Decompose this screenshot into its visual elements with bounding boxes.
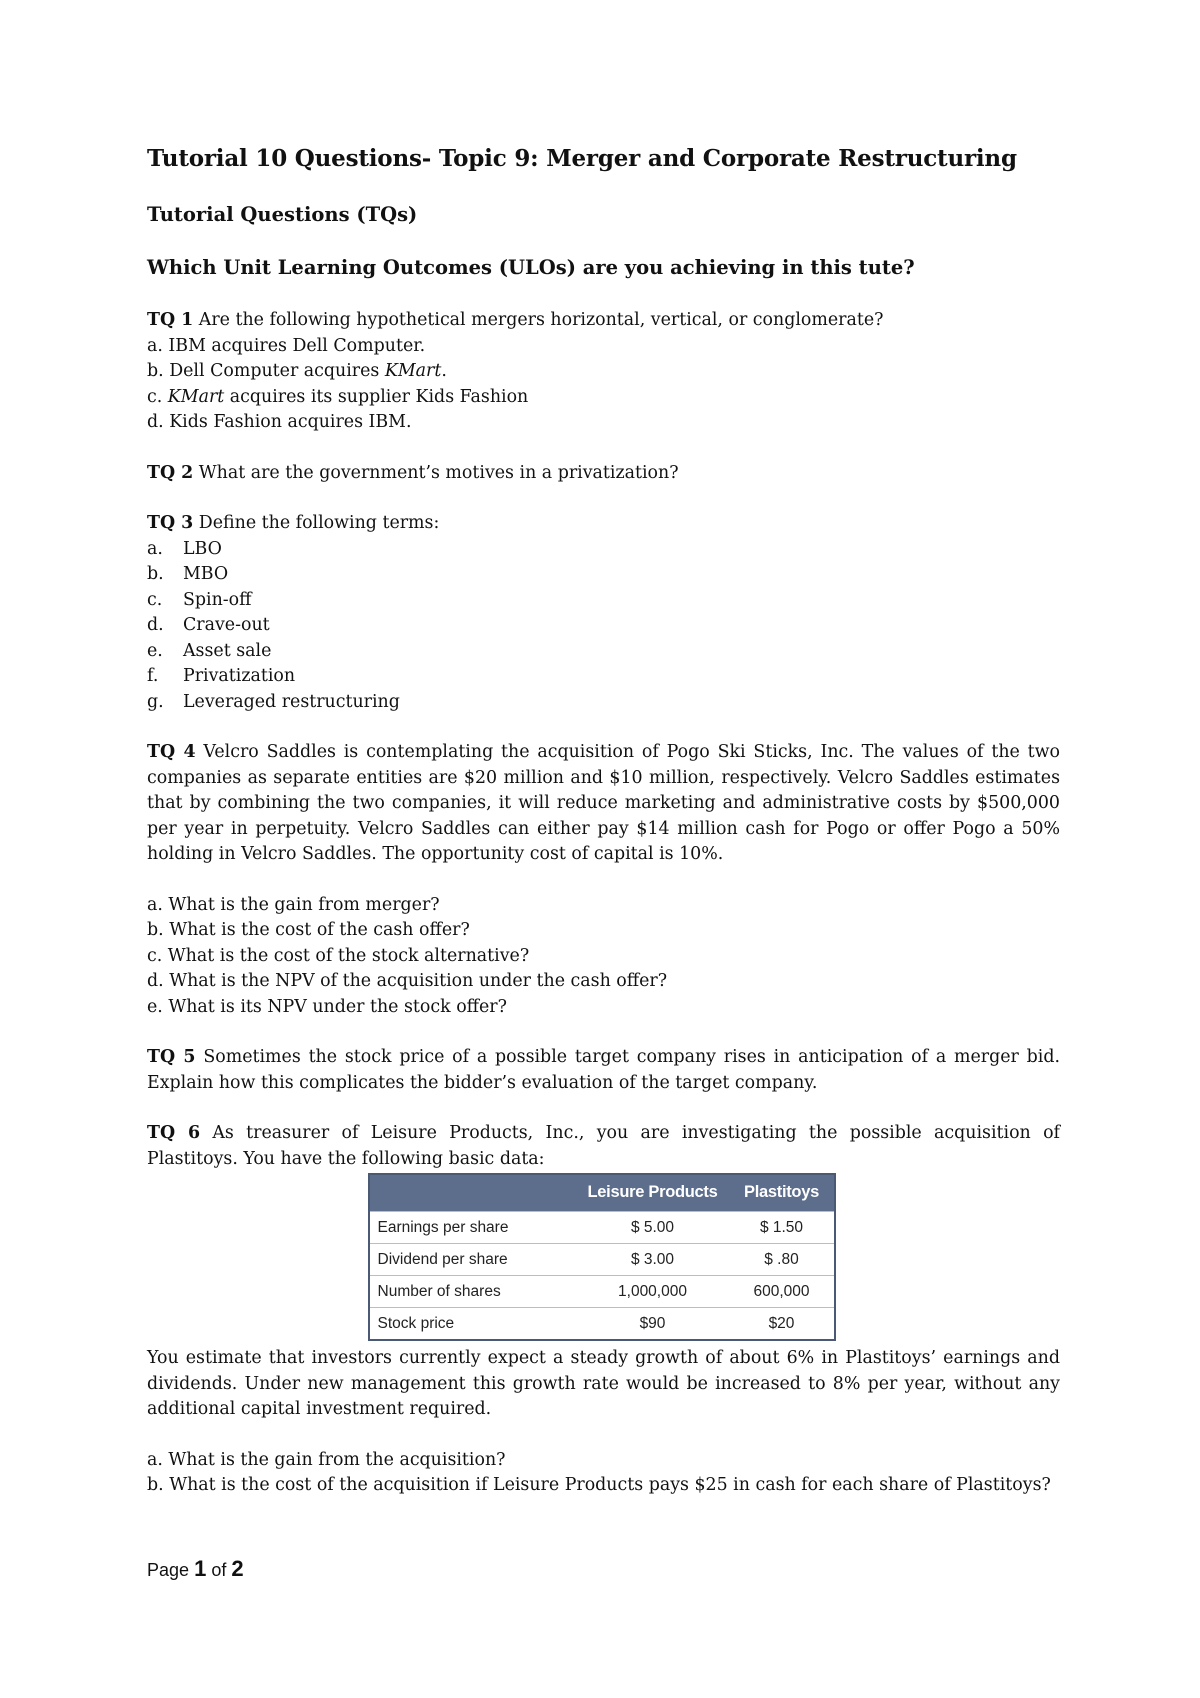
table-cell: Number of shares [369, 1276, 568, 1308]
tq4-question: c. What is the cost of the stock alternative? [147, 945, 530, 966]
tq3-term-text: MBO [183, 564, 229, 584]
table-header-row [369, 1174, 835, 1212]
tq3-term-letter: g. [147, 691, 164, 712]
tq3-term [147, 588, 1060, 614]
tq3-term-text: Privatization [183, 666, 296, 686]
tq4-question: d. What is the NPV of the acquisition under the cash offer? [147, 971, 668, 991]
tq3-term-text: Leveraged restructuring [183, 691, 400, 712]
tq3-term [147, 639, 1060, 665]
tq3-label: TQ 3 [147, 513, 194, 533]
tq3-term [147, 690, 1060, 716]
tq3-term [147, 537, 1060, 563]
tq5-text: Sometimes the stock price of a possible target company rises in anticipation of a merger bid. Explain how this complicates the bidder’s evaluation of the target company. [147, 1047, 1060, 1093]
tq3-term-text: Asset sale [183, 640, 272, 661]
tq2-block [147, 461, 1060, 487]
tq3-term-letter: c. [147, 589, 163, 610]
tq3-term-text: LBO [183, 538, 222, 559]
tq3-term-text: Spin-off [183, 589, 252, 610]
tq6-table-wrap [147, 1173, 1060, 1341]
tq4-question: a. What is the gain from merger? [147, 894, 440, 915]
tq1-item-b [147, 359, 1060, 385]
tq1-item-c-text: acquires its supplier Kids Fashion [224, 386, 529, 407]
tq1-item-b-end: . [441, 361, 447, 381]
page-content [147, 144, 1060, 1499]
tq6-after-text: You estimate that investors currently expect a steady growth of about 6% in Plastitoys’ earnings and dividends. Under new management this growth rate would be increased to 8% per year, without any additional capital investment required. [147, 1348, 1060, 1419]
table-cell: Earnings per share [369, 1212, 568, 1244]
tq5-prompt [147, 1045, 1060, 1096]
tq1-text: Are the following hypothetical mergers horizontal, vertical, or conglomerate? [193, 310, 884, 330]
table-header-cell [369, 1174, 568, 1212]
tq4-question: b. What is the cost of the cash offer? [147, 920, 470, 940]
tq4-prompt [147, 740, 1060, 868]
page-title: Tutorial 10 Questions- Topic 9: Merger and Corporate Restructuring [147, 145, 1017, 172]
table-row [369, 1308, 835, 1341]
footer-page-total: 2 [231, 1556, 244, 1581]
tq1-item-b-text: b. Dell Computer acquires [147, 361, 385, 381]
table-cell: $ 1.50 [738, 1212, 835, 1244]
tq1-label: TQ 1 [147, 310, 194, 330]
tq3-term-letter: e. [147, 640, 163, 661]
page-footer [147, 1556, 244, 1582]
tq1-block [147, 308, 1060, 436]
table-row [369, 1212, 835, 1244]
tq6-question: a. What is the gain from the acquisition? [147, 1449, 506, 1470]
table-cell: Dividend per share [369, 1244, 568, 1276]
tq2-text: What are the government’s motives in a privatization? [193, 462, 679, 483]
tq1-item-c-kmart: KMart [167, 386, 225, 407]
tq1-prompt [147, 308, 1060, 334]
section-subtitle: Tutorial Questions (TQs) [147, 203, 418, 226]
tq3-term-text: Crave-out [183, 615, 270, 635]
tq5-label: TQ 5 [147, 1047, 196, 1067]
tq3-term [147, 613, 1060, 639]
tq2-label: TQ 2 [147, 462, 194, 483]
table-cell: $20 [738, 1308, 835, 1341]
table-row [369, 1276, 835, 1308]
tq3-prompt [147, 511, 1060, 537]
footer-of-word: of [211, 1560, 227, 1580]
tq3-term-letter: a. [147, 538, 163, 559]
tq3-term-letter: d. [147, 615, 164, 635]
table-cell: 1,000,000 [568, 1276, 738, 1308]
table-cell: Stock price [369, 1308, 568, 1341]
table-header-cell: Leisure Products [568, 1174, 738, 1212]
tq1-item-b-kmart: KMart [384, 361, 442, 381]
tq1-item-c [147, 385, 1060, 411]
table-header-cell: Plastitoys [738, 1174, 835, 1212]
tq6-text: As treasurer of Leisure Products, Inc., you are investigating the possible acquisition of Plastitoys. You have the following basic data: [147, 1123, 1060, 1169]
table-cell: $ 5.00 [568, 1212, 738, 1244]
table-cell: $ 3.00 [568, 1244, 738, 1276]
tq3-block [147, 511, 1060, 715]
tq3-term [147, 664, 1060, 690]
table-cell: $ .80 [738, 1244, 835, 1276]
tq6-data-table [368, 1173, 836, 1341]
table-cell: $90 [568, 1308, 738, 1341]
tq2-prompt [147, 461, 1060, 487]
tq6-label: TQ 6 [147, 1123, 201, 1143]
tq4-label: TQ 4 [147, 742, 196, 762]
tq6-prompt [147, 1121, 1060, 1172]
tq6-question: b. What is the cost of the acquisition if Leisure Products pays $25 in cash for each share of Plastitoys? [147, 1475, 1051, 1495]
footer-page-number: 1 [194, 1556, 207, 1581]
tq4-questions [147, 893, 1060, 1021]
tq4-question: e. What is its NPV under the stock offer? [147, 996, 507, 1017]
tq3-term-letter: b. [147, 564, 164, 584]
tq4-text: Velcro Saddles is contemplating the acquisition of Pogo Ski Sticks, Inc. The values of the two companies as separate entities are $20 million and $10 million, respectively. Velcro Saddles estimates that by combining the two companies, it will reduce marketing and administrative costs by $500,000 per year in perpetuity. Velcro Saddles can either pay $14 million cash for Pogo or offer Pogo a 50% holding in Velcro Saddles. The opportunity cost of capital is 10%. [147, 742, 1060, 864]
table-cell: 600,000 [738, 1276, 835, 1308]
tq3-term [147, 562, 1060, 588]
footer-page-word: Page [147, 1560, 190, 1580]
tq3-term-letter: f. [147, 666, 159, 686]
tq3-text: Define the following terms: [193, 513, 440, 533]
tq1-item-d: d. Kids Fashion acquires IBM. [147, 412, 412, 432]
table-row [369, 1244, 835, 1276]
tq1-item-a: a. IBM acquires Dell Computer. [147, 335, 426, 356]
tq6-questions [147, 1448, 1060, 1499]
ulo-heading: Which Unit Learning Outcomes (ULOs) are you achieving in this tute? [147, 256, 915, 279]
tq1-item-c-letter: c. [147, 386, 168, 407]
